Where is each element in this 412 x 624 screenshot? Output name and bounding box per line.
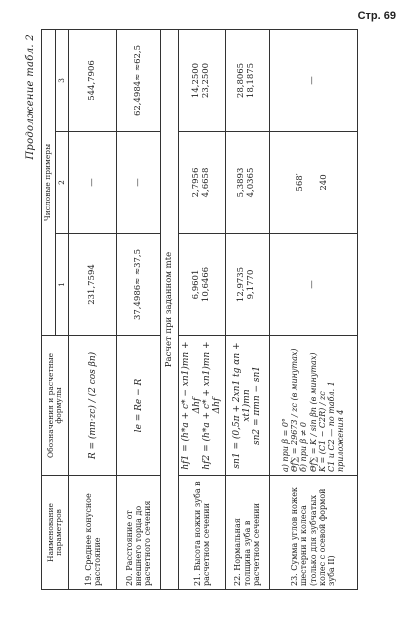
- table-row: [117, 30, 161, 590]
- formula-line: sn1 = (0,5π + 2xn1 tg αn + xt1)mn: [231, 342, 252, 469]
- value-cell: 544,7906: [69, 30, 117, 132]
- value-cell: 231,7594: [69, 234, 117, 336]
- header-examples: Числовые примеры: [42, 30, 56, 336]
- value-line: 12,9735: [236, 266, 247, 303]
- section-row: [161, 30, 179, 590]
- value-line: 240: [319, 174, 330, 191]
- continuation-label: Продолжение табл. 2: [25, 34, 36, 160]
- parameters-table: [41, 29, 358, 590]
- value-line: 28,8065: [236, 62, 247, 99]
- value-cell: —: [69, 132, 117, 234]
- value-line: 9,1770: [246, 269, 257, 300]
- header-example-1: 1: [55, 234, 69, 336]
- value-line: 23,2500: [200, 62, 211, 99]
- value-cell: 62,4984≈ ≈62,5: [117, 30, 161, 132]
- value-line: 6,9601: [191, 269, 202, 300]
- value-cell: —: [117, 132, 161, 234]
- value-cell: 37,4986≈ ≈37,5: [117, 234, 161, 336]
- formula-cell: [179, 336, 225, 476]
- formula-line: Θf∑ = K / sin βn (в минутах): [308, 352, 318, 472]
- param-cell: 21. Высота ножки зуба в расчетном сечении: [179, 476, 225, 590]
- value-cell: —: [269, 30, 357, 132]
- param-cell: 22. Нормальная толщина зуба в расчетном сечении: [225, 476, 269, 590]
- formula-line: sn2 = πmn − sn1: [252, 365, 263, 446]
- formula-cell: le = Re − R: [117, 336, 161, 476]
- formula-line: а) при β = 0°: [280, 418, 290, 472]
- table-row: [179, 30, 225, 590]
- param-cell: 19. Среднее конусное расстояние: [69, 476, 117, 590]
- value-line: 2,7956: [191, 167, 202, 198]
- param-cell: 20. Расстояние от внешнего торца до расчетного сечения: [117, 476, 161, 590]
- value-cell: [225, 234, 269, 336]
- value-line: 14,2500: [191, 62, 202, 99]
- table-row: [69, 30, 117, 590]
- header-formula: Обозначения и расчетные формулы: [42, 336, 69, 476]
- formula-line: Θf∑ = 29673 / zc (в минутах): [290, 348, 300, 472]
- value-line: 4,0365: [246, 167, 257, 198]
- value-cell: [269, 132, 357, 234]
- formula-cell: R = (mn·zc) / (2 cos βn): [69, 336, 117, 476]
- header-example-3: 3: [55, 30, 69, 132]
- formula-line: б) при β ≠ 0: [299, 421, 309, 472]
- value-line: 568′: [295, 173, 306, 192]
- table-row: [225, 30, 269, 590]
- value-cell: [179, 132, 225, 234]
- formula-cell: [269, 336, 357, 476]
- value-cell: [225, 132, 269, 234]
- header-param: Наименование параметров: [42, 476, 69, 590]
- page-header: Стр. 69: [357, 10, 396, 22]
- param-cell: 23. Сумма углов ножек шестерни и колеса (только для зубчатых колес с осевой формой зуба II): [269, 476, 357, 590]
- value-line: 10,6466: [200, 266, 211, 303]
- value-line: 5,3893: [236, 167, 247, 198]
- value-cell: [179, 30, 225, 132]
- formula-line: hf1 = (h*a + c* − xn1)mn + Δhf: [181, 341, 202, 470]
- formula-line: C1 и C2 — по табл. 1 приложения 4: [326, 381, 346, 472]
- value-line: 18,1875: [246, 62, 257, 99]
- value-line: 4,6658: [200, 167, 211, 198]
- section-label: Расчет при заданном mte: [161, 30, 179, 590]
- header-example-2: 2: [55, 132, 69, 234]
- formula-line: K = (C1 − C2R) / zc: [317, 391, 327, 472]
- formula-line: hf2 = (h*a + c* + xn1)mn + Δhf: [201, 341, 223, 470]
- formula-cell: [225, 336, 269, 476]
- table-row: [269, 30, 357, 590]
- value-cell: —: [269, 234, 357, 336]
- rotated-table-area: [25, 30, 370, 590]
- value-cell: [179, 234, 225, 336]
- value-cell: [225, 30, 269, 132]
